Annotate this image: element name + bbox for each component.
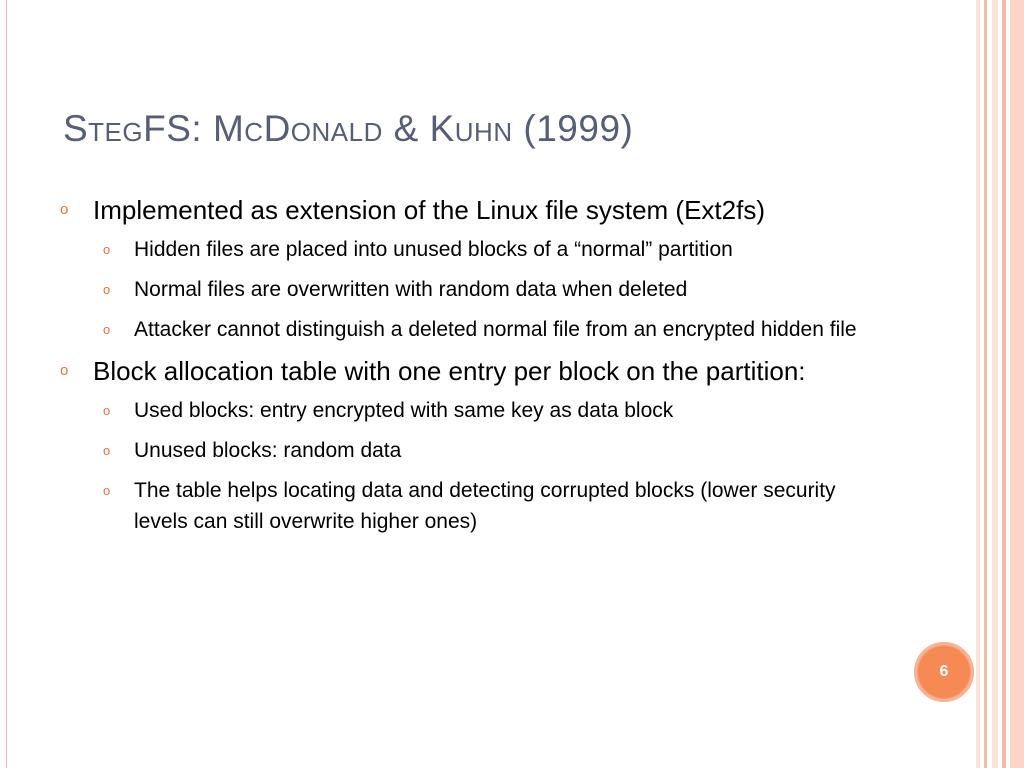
sub-bullet-item [60, 435, 880, 466]
bullet-circle-icon: o [60, 362, 69, 379]
sub-bullet-item [60, 395, 880, 426]
sub-bullet-item [60, 475, 880, 537]
left-border-line [6, 0, 7, 768]
sub-bullet-list [60, 234, 880, 345]
right-stripe [976, 0, 980, 768]
sub-bullet-item [60, 274, 880, 305]
bullet-circle-icon: o [103, 443, 111, 458]
bullet-circle-icon: o [103, 322, 111, 337]
sub-bullet-text: Used blocks: entry encrypted with same key as data block [134, 399, 674, 422]
sub-bullet-item [60, 314, 880, 345]
bullet-circle-icon: o [103, 403, 111, 418]
slide-title: StegFS: McDonald & Kuhn (1999) [63, 108, 634, 149]
sub-bullet-text: Normal files are overwritten with random data when deleted [134, 278, 688, 301]
right-stripe [1010, 0, 1024, 768]
sub-bullet-text: The table helps locating data and detecting corrupted blocks (lower security levels can still overwrite higher ones) [134, 479, 836, 533]
right-stripe [984, 0, 987, 768]
bullet-circle-icon: o [103, 483, 111, 498]
sub-bullet-list [60, 395, 880, 537]
page-number: 6 [939, 663, 949, 680]
bullet-circle-icon: o [103, 282, 111, 297]
sub-bullet-item [60, 234, 880, 265]
sub-bullet-text: Hidden files are placed into unused blocks of a “normal” partition [134, 238, 733, 261]
bullet-circle-icon: o [103, 242, 111, 257]
bullet-item [60, 193, 880, 228]
bullet-text: Implemented as extension of the Linux file system (Ext2fs) [93, 195, 765, 225]
bullet-text: Block allocation table with one entry per block on the partition: [93, 356, 806, 386]
sub-bullet-text: Attacker cannot distinguish a deleted normal file from an encrypted hidden file [134, 318, 857, 341]
bullet-item [60, 354, 880, 389]
bullet-circle-icon: o [60, 201, 69, 218]
page-number-badge [914, 642, 974, 702]
right-stripe [1002, 0, 1006, 768]
slide-content [60, 185, 880, 546]
right-stripe [992, 0, 998, 768]
sub-bullet-text: Unused blocks: random data [134, 439, 402, 462]
